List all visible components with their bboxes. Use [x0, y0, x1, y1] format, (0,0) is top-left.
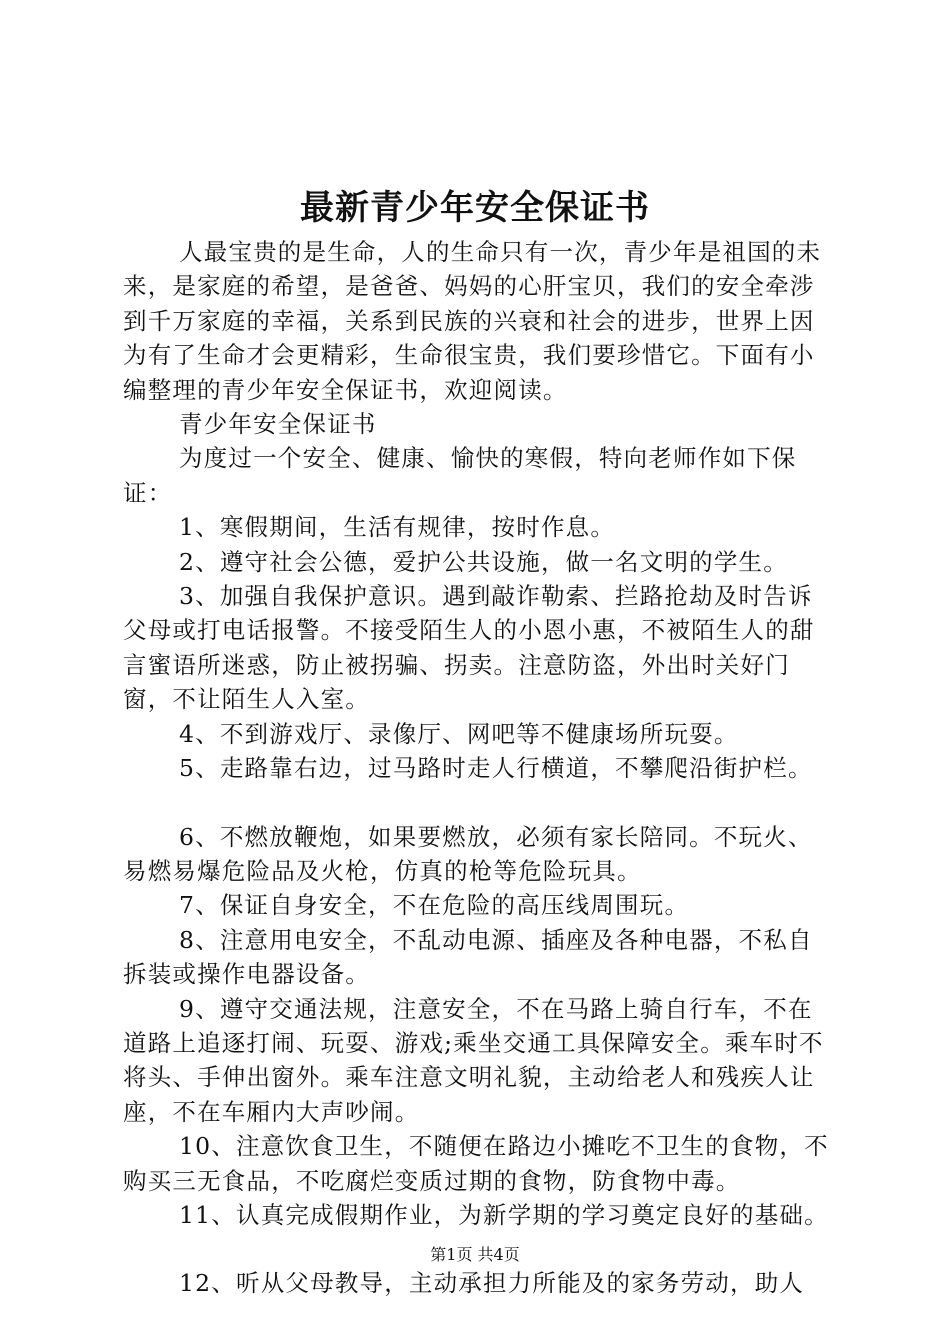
intro-paragraph: 人最宝贵的是生命，人的生命只有一次，青少年是祖国的未来，是家庭的希望，是爸爸、妈妈的心肝宝贝，我们的安全牵涉到千万家庭的幸福，关系到民族的兴衰和社会的进步，世界上因为有了生命才会更精彩，生命很宝贵，我们要珍惜它。下面有小编整理的青少年安全保证书，欢迎阅读。	[123, 238, 822, 404]
pledge-item-1: 1、寒假期间，生活有规律，按时作息。	[179, 513, 616, 542]
document-title: 最新青少年安全保证书	[300, 188, 650, 228]
pledge-item-11: 11、认真完成假期作业，为新学期的学习奠定良好的基础。	[179, 1200, 829, 1229]
pledge-item-7: 7、保证自身安全，不在危险的高压线周围玩。	[179, 891, 690, 920]
pledge-item-4: 4、不到游戏厅、录像厅、网吧等不健康场所玩耍。	[179, 719, 739, 748]
pledge-item-3: 3、加强自我保护意识。遇到敲诈勒索、拦路抢劫及时告诉父母或打电话报警。不接受陌生人的小恩小惠，不被陌生人的甜言蜜语所迷惑，防止被拐骗、拐卖。注意防盗，外出时关好门窗，不让陌生人入室。	[123, 582, 815, 714]
pledge-item-9: 9、遵守交通法规，注意安全，不在马路上骑自行车，不在道路上追逐打闹、玩耍、游戏;乘坐交通工具保障安全。乘车时不将头、手伸出窗外。乘车注意文明礼貌，主动给老人和残疾人让座，不在车厢内大声吵闹。	[123, 994, 824, 1126]
pledge-item-12: 12、听从父母教导，主动承担力所能及的家务劳动，助人	[179, 1269, 805, 1298]
section-heading: 青少年安全保证书	[179, 410, 377, 439]
page-number-footer: 第1页 共4页	[430, 1245, 520, 1264]
pledge-item-8: 8、注意用电安全，不乱动电源、插座及各种电器，不私自拆装或操作电器设备。	[123, 925, 813, 989]
pledge-item-6: 6、不燃放鞭炮，如果要燃放，必须有家长陪同。不玩火、易燃易爆危险品及火枪，仿真的枪等危险玩具。	[123, 822, 813, 885]
pledge-item-10: 10、注意饮食卫生，不随便在路边小摊吃不卫生的食物，不购买三无食品，不吃腐烂变质过期的食物，防食物中毒。	[123, 1132, 829, 1195]
pledge-item-5: 5、走路靠右边，过马路时走人行横道，不攀爬沿街护栏。	[179, 754, 813, 783]
pledge-item-2: 2、遵守社会公德，爱护公共设施，做一名文明的学生。	[179, 547, 788, 576]
pledge-intro-paragraph: 为度过一个安全、健康、愉快的寒假，特向老师作如下保证：	[123, 444, 797, 507]
document-body	[123, 235, 835, 1301]
